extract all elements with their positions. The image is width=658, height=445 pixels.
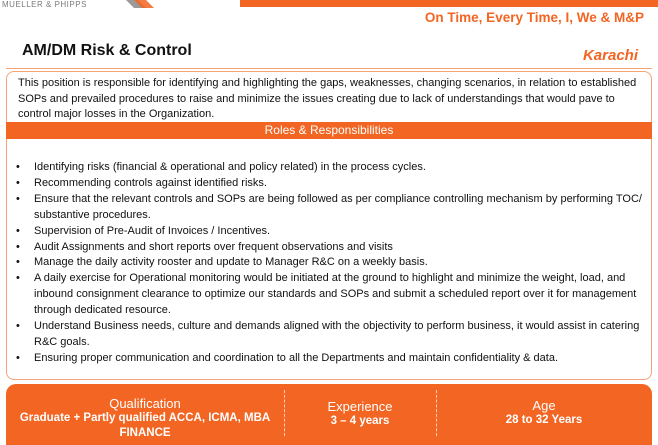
list-item: • Manage the daily activity rooster and update to Manager R&C on a weekly basis. bbox=[16, 255, 644, 271]
age-label: Age bbox=[532, 398, 556, 413]
experience-value: 3 – 4 years bbox=[330, 415, 390, 427]
experience-section bbox=[284, 399, 436, 445]
job-summary: This position is responsible for identifying and highlighting the gaps, weaknesses, changing scenarios, in relation to established SOPs and prevailed procedures to raise and minimize the issues creating due to lack of understandings that would pave to control major losses in the Organization. bbox=[18, 77, 637, 120]
title-divider bbox=[6, 68, 652, 69]
job-title: AM/DM Risk & Control bbox=[22, 42, 192, 59]
list-item: • Understand Business needs, culture and demands aligned with the objectivity to perform business, it would assist in catering R&C goals. bbox=[16, 319, 644, 351]
page-header bbox=[0, 0, 658, 34]
requirements-footer bbox=[6, 384, 652, 445]
qualification-value: Graduate + Partly qualified ACCA, ICMA, MBA FINANCE bbox=[19, 412, 271, 439]
company-logo-mark bbox=[118, 0, 154, 22]
job-location: Karachi bbox=[582, 47, 638, 64]
list-item: • Supervision of Pre-Audit of Invoices / Incentives. bbox=[16, 224, 644, 240]
age-section bbox=[436, 398, 652, 445]
roles-heading: Roles & Responsibilities bbox=[6, 122, 652, 139]
list-item: • Audit Assignments and short reports over frequent observations and visits bbox=[16, 240, 644, 256]
list-item: • Identifying risks (financial & operational and policy related) in the process cycles. bbox=[16, 160, 644, 176]
header-accent-bar bbox=[240, 0, 658, 7]
tagline: On Time, Every Time, I, We & M&P bbox=[424, 10, 644, 25]
list-item: • Ensure that the relevant controls and SOPs are being followed as per compliance controlling mechanism by performing TOC/ substantive procedures. bbox=[16, 192, 644, 224]
age-value: 28 to 32 Years bbox=[505, 414, 583, 426]
roles-list bbox=[16, 160, 644, 367]
list-item: • A daily exercise for Operational monitoring would be initiated at the ground to highlight and minimize the weight, load, and inbound consignment clearance to optimize our standards and SOPs and submit a scheduled report over it for management through dedicated resource. bbox=[16, 271, 644, 319]
experience-label: Experience bbox=[327, 399, 393, 414]
qualification-section bbox=[6, 396, 284, 445]
list-item: • Ensuring proper communication and coordination to all the Departments and maintain confidentiality & data. bbox=[16, 351, 644, 367]
list-item: • Recommending controls against identified risks. bbox=[16, 176, 644, 192]
qualification-label: Qualification bbox=[109, 396, 181, 411]
company-name: MUELLER & PHIPPS bbox=[2, 0, 87, 9]
